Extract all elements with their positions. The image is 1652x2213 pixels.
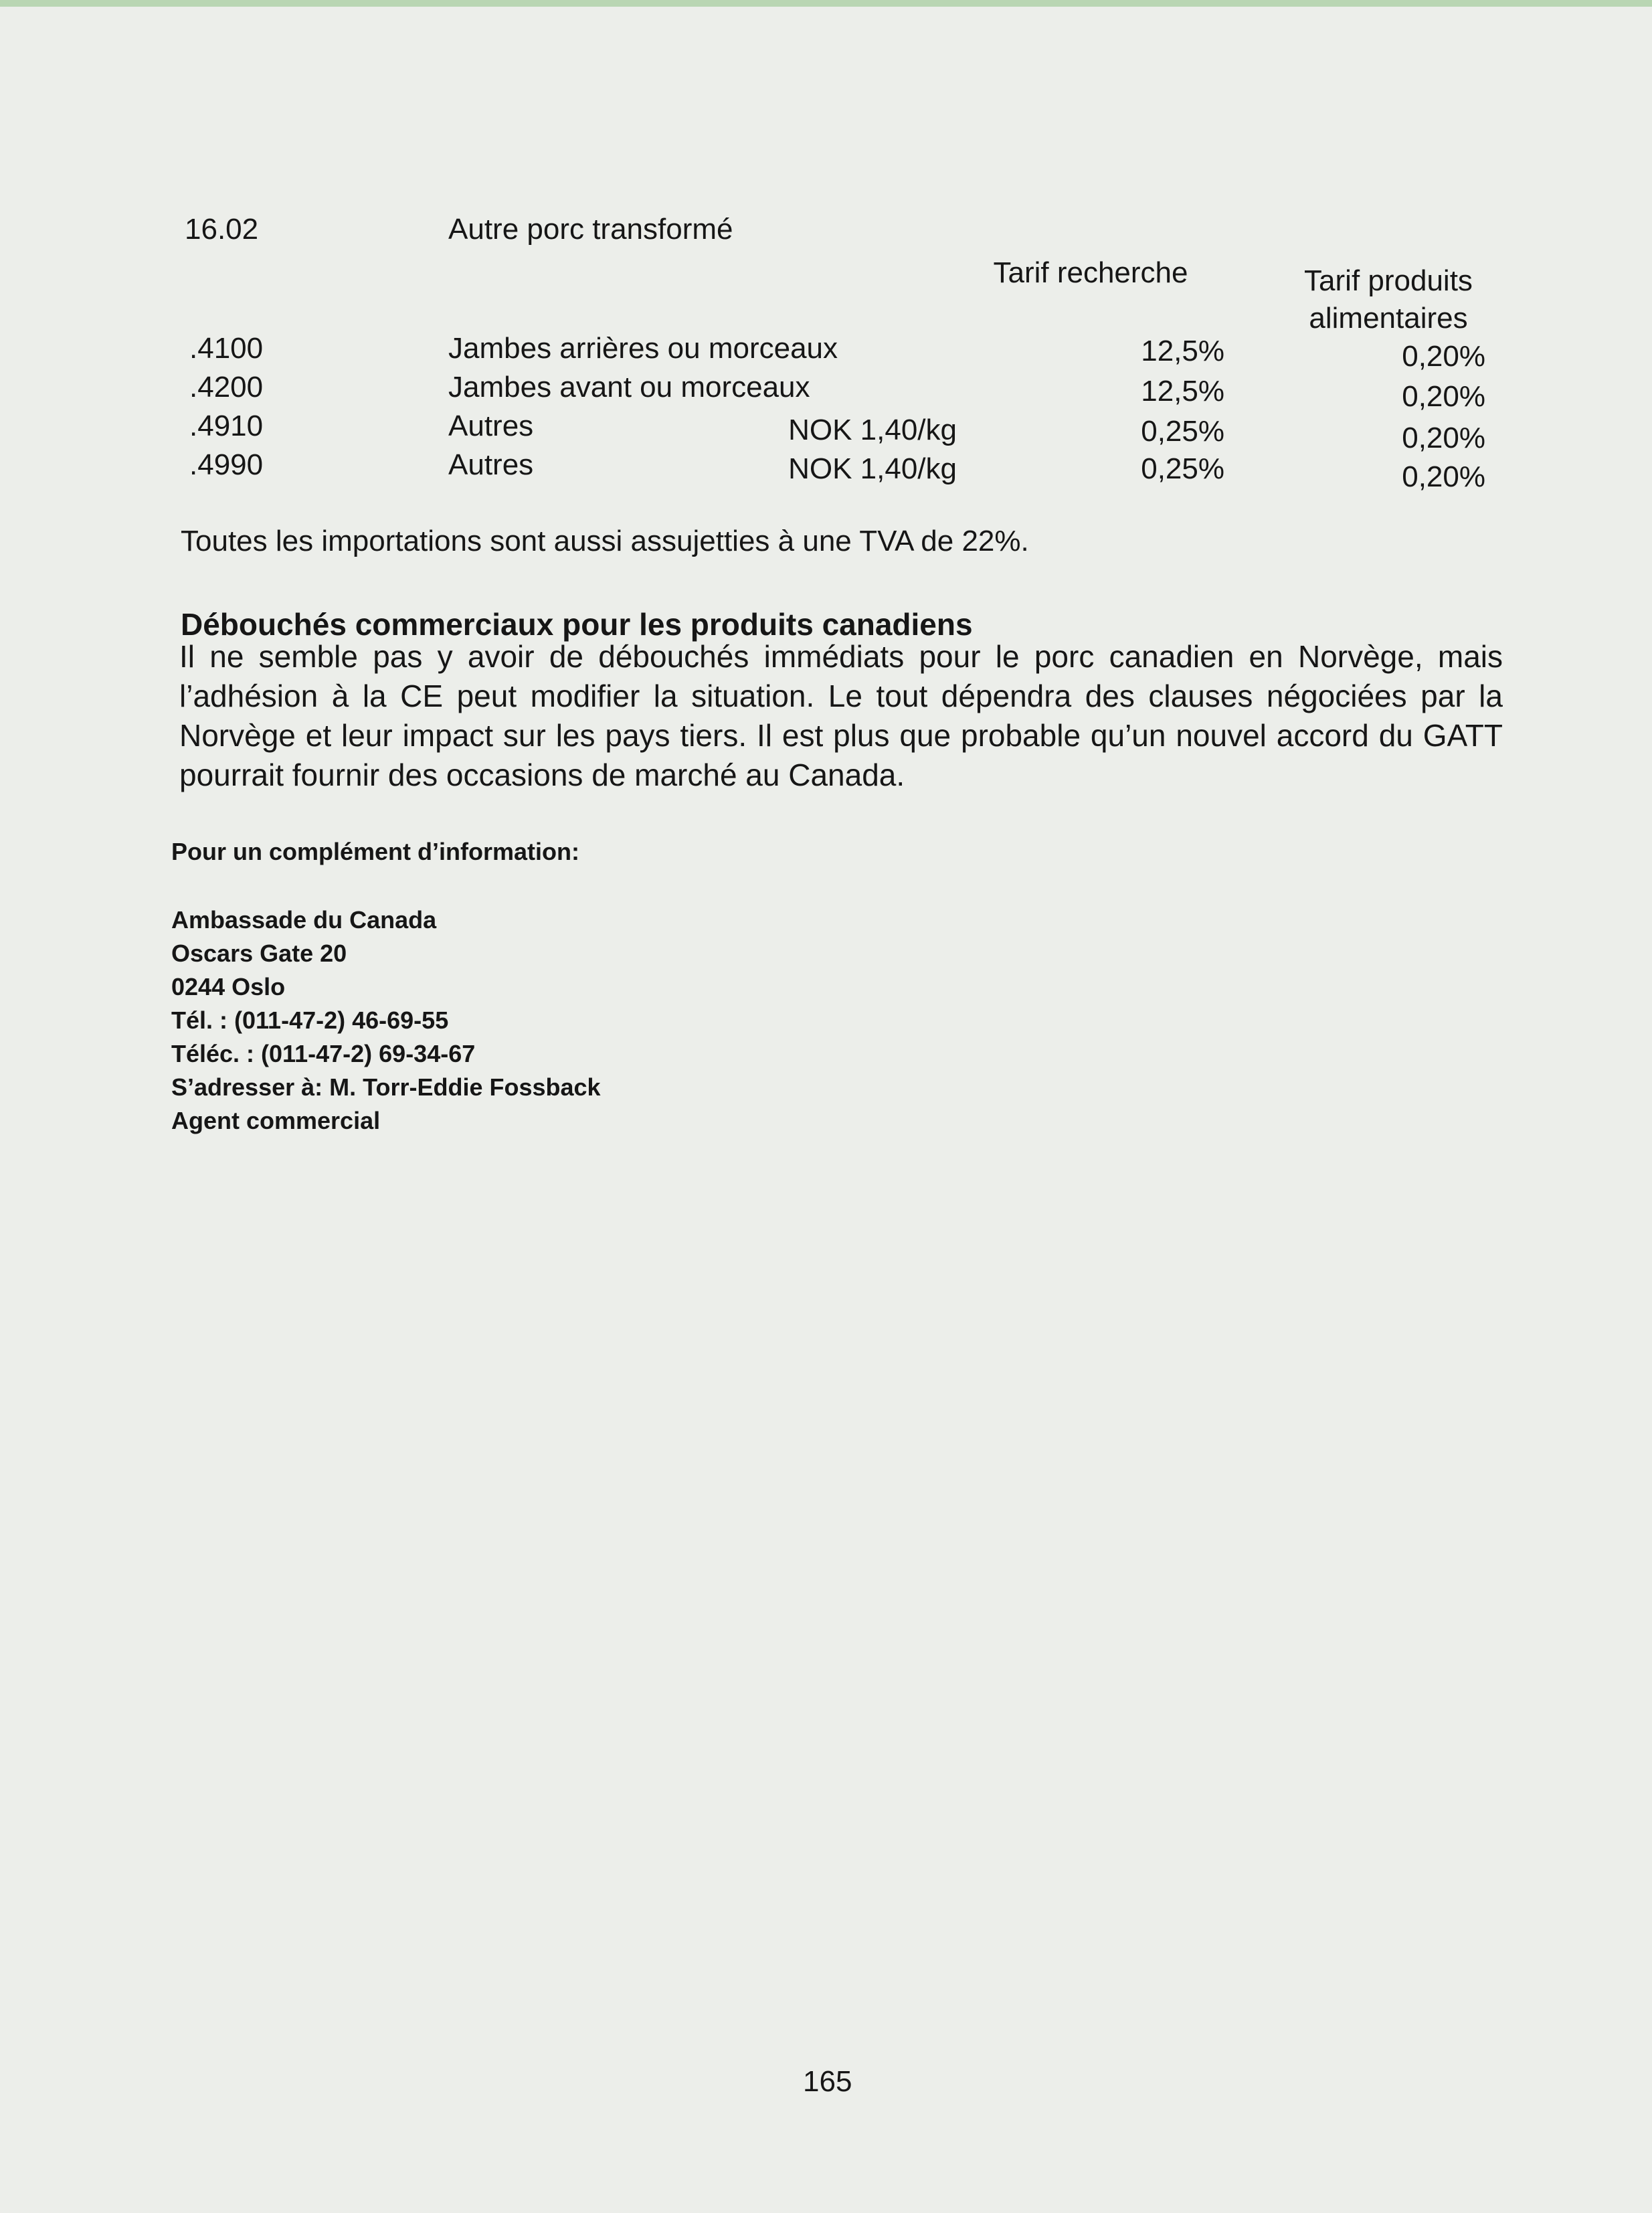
page-top-edge — [0, 0, 1652, 7]
tariff-row-code: .4990 — [189, 448, 264, 481]
section-title: Débouchés commerciaux pour les produits canadiens — [181, 607, 973, 642]
tariff-row-desc: Autres — [448, 448, 534, 481]
page-number: 165 — [803, 2065, 852, 2098]
contact-heading: Pour un complément d’information: — [171, 838, 579, 865]
column-header-food-tariff — [1268, 262, 1509, 337]
vat-note: Toutes les importations sont aussi assujetties à une TVA de 22%. — [181, 525, 1029, 557]
tariff-row-unit: NOK 1,40/kg — [788, 414, 957, 446]
tariff-row-research: 12,5% — [1141, 335, 1224, 367]
contact-phone: Tél. : (011-47-2) 46-69-55 — [171, 1006, 449, 1034]
column-header-food-line1: Tarif produits — [1304, 264, 1473, 297]
tariff-row-desc: Jambes avant ou morceaux — [448, 371, 810, 404]
contact-line: Oscars Gate 20 — [171, 940, 347, 967]
tariff-row-desc: Jambes arrières ou morceaux — [448, 332, 838, 365]
tariff-row-research: 0,25% — [1141, 415, 1224, 448]
tariff-row-code: .4100 — [189, 332, 264, 365]
tariff-row-unit: NOK 1,40/kg — [788, 452, 957, 485]
column-header-food-line2: alimentaires — [1309, 302, 1468, 335]
tariff-heading-label: Autre porc transformé — [448, 213, 733, 246]
contact-line: Ambassade du Canada — [171, 906, 437, 934]
contact-person: S’adresser à: M. Torr-Eddie Fossback — [171, 1073, 601, 1101]
tariff-row-food: 0,20% — [1402, 422, 1485, 454]
tariff-row-code: .4200 — [189, 371, 264, 404]
tariff-heading-code: 16.02 — [185, 213, 259, 246]
tariff-row-food: 0,20% — [1402, 460, 1485, 493]
contact-fax: Téléc. : (011-47-2) 69-34-67 — [171, 1040, 476, 1067]
contact-line: 0244 Oslo — [171, 973, 286, 1000]
tariff-row-research: 12,5% — [1141, 375, 1224, 408]
tariff-row-food: 0,20% — [1402, 340, 1485, 373]
tariff-row-food: 0,20% — [1402, 380, 1485, 413]
tariff-row-code: .4910 — [189, 410, 264, 442]
contact-role: Agent commercial — [171, 1107, 381, 1134]
section-body: Il ne semble pas y avoir de débouchés immédiats pour le porc canadien en Norvège, mais l’adhésion à la CE peut modifier la situation. Le tout dépendra des clauses négociées par la Norvège et leur impact sur les pays tiers. Il est plus que probable qu’un nouvel accord du GATT pourrait fournir des occasions de marché au Canada. — [179, 639, 1503, 792]
column-header-research-tariff: Tarif recherche — [993, 256, 1188, 289]
tariff-row-desc: Autres — [448, 410, 534, 442]
tariff-row-research: 0,25% — [1141, 452, 1224, 485]
